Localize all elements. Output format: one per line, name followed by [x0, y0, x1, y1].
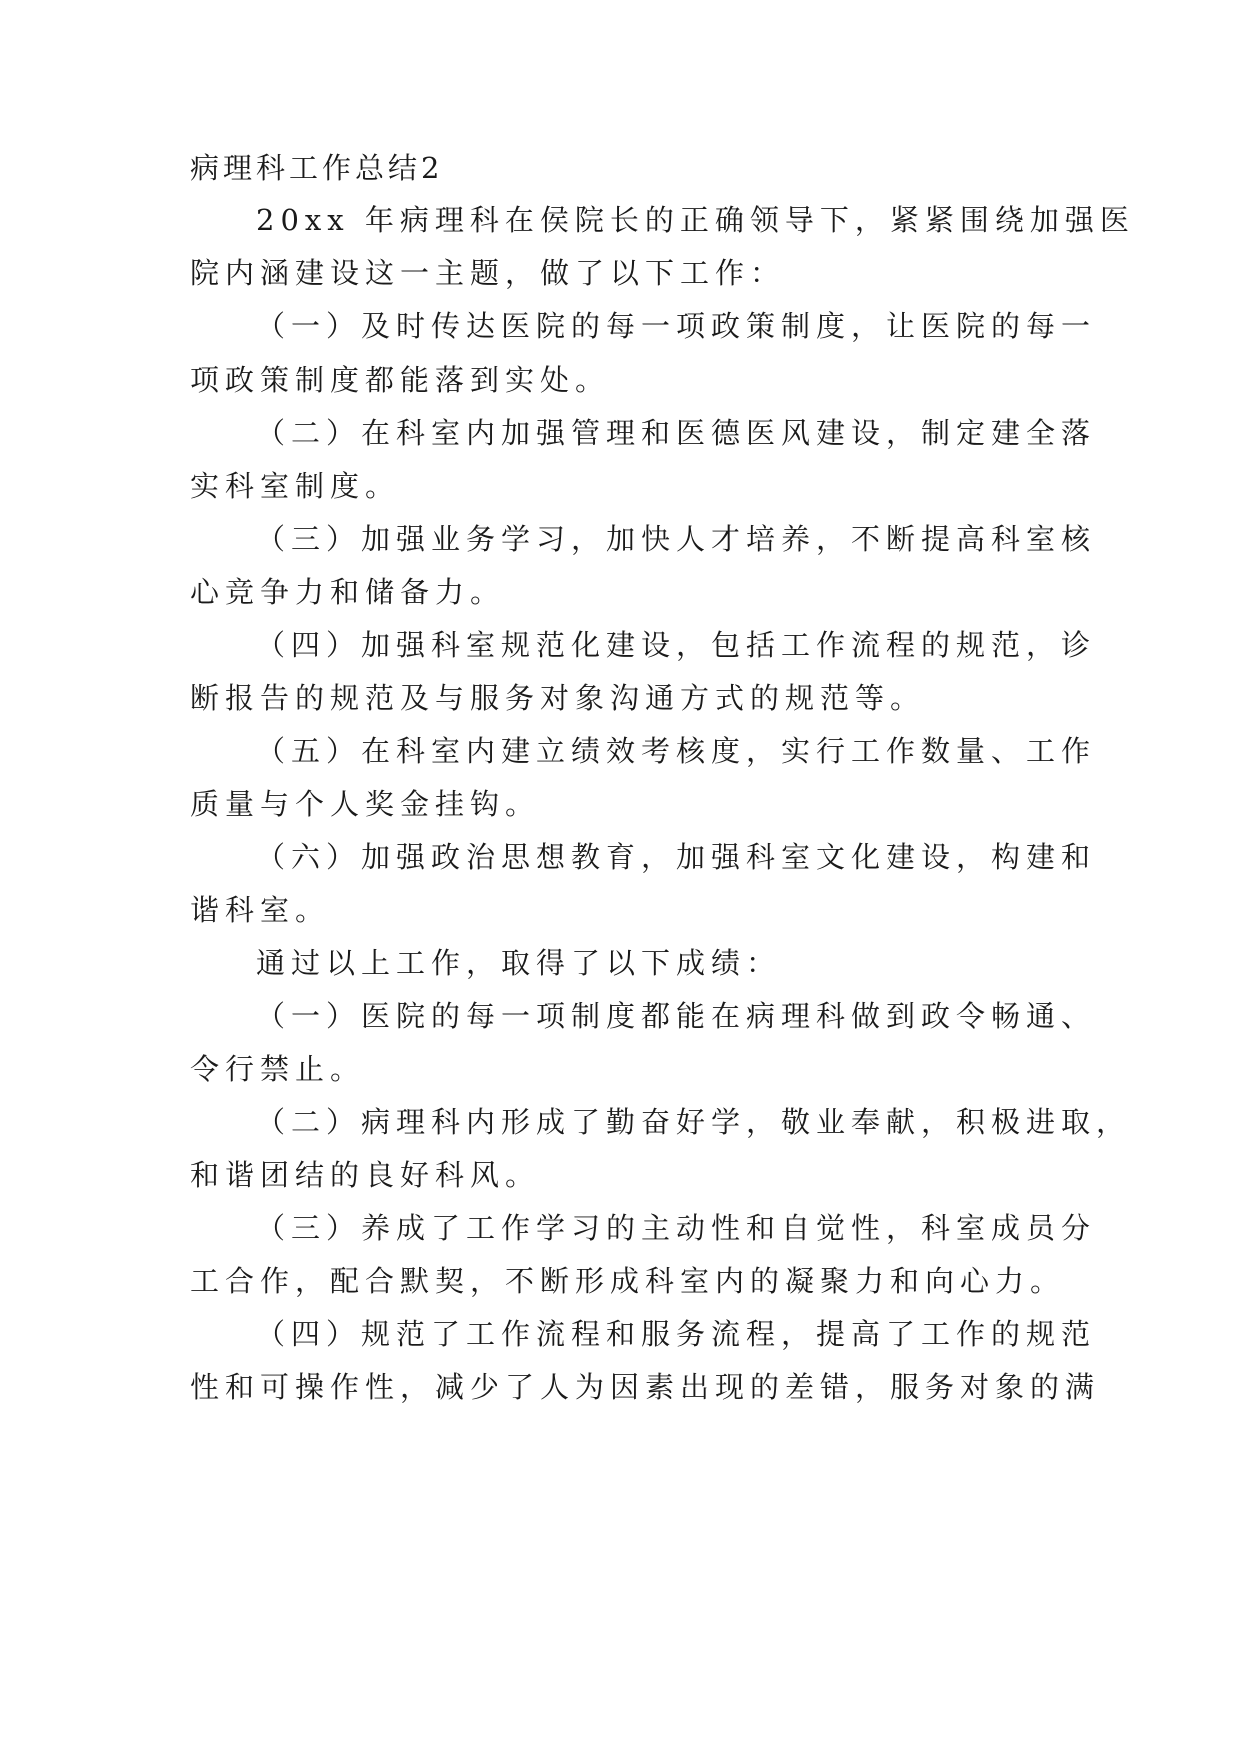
work-item-3-line-1: （三）加强业务学习，加快人才培养，不断提高科室核: [256, 522, 1097, 556]
work-item-1-line-1: （一）及时传达医院的每一项政策制度，让医院的每一: [256, 309, 1097, 343]
result-4-line-2: 性和可操作性，减少了人为因素出现的差错，服务对象的满: [190, 1370, 1101, 1404]
result-2-line-1: （二）病理科内形成了勤奋好学，敬业奉献，积极进取，: [256, 1105, 1132, 1139]
work-item-2-line-1: （二）在科室内加强管理和医德医风建设，制定建全落: [256, 416, 1097, 450]
result-4-line-1: （四）规范了工作流程和服务流程，提高了工作的规范: [256, 1317, 1097, 1351]
result-2-line-2: 和谐团结的良好科风。: [190, 1158, 541, 1192]
work-item-1-line-2: 项政策制度都能落到实处。: [190, 363, 611, 397]
work-item-4-line-2: 断报告的规范及与服务对象沟通方式的规范等。: [190, 681, 926, 715]
work-item-6-line-1: （六）加强政治思想教育，加强科室文化建设，构建和: [256, 840, 1097, 874]
intro-line-1: 20xx 年病理科在侯院长的正确领导下，紧紧围绕加强医: [256, 203, 1135, 237]
result-3-line-1: （三）养成了工作学习的主动性和自觉性，科室成员分: [256, 1211, 1097, 1245]
result-3-line-2: 工合作，配合默契，不断形成科室内的凝聚力和向心力。: [190, 1264, 1066, 1298]
result-1-line-2: 令行禁止。: [190, 1052, 366, 1086]
work-item-6-line-2: 谐科室。: [190, 893, 331, 927]
document-title: 病理科工作总结2: [190, 151, 444, 185]
work-item-4-line-1: （四）加强科室规范化建设，包括工作流程的规范，诊: [256, 628, 1097, 662]
work-item-2-line-2: 实科室制度。: [190, 469, 401, 503]
result-1-line-1: （一）医院的每一项制度都能在病理科做到政令畅通、: [256, 999, 1097, 1033]
work-item-3-line-2: 心竞争力和储备力。: [190, 575, 506, 609]
work-item-5-line-1: （五）在科室内建立绩效考核度，实行工作数量、工作: [256, 734, 1097, 768]
work-item-5-line-2: 质量与个人奖金挂钩。: [190, 787, 541, 821]
intro-line-2: 院内涵建设这一主题，做了以下工作：: [190, 256, 786, 290]
results-intro: 通过以上工作，取得了以下成绩：: [256, 946, 782, 980]
